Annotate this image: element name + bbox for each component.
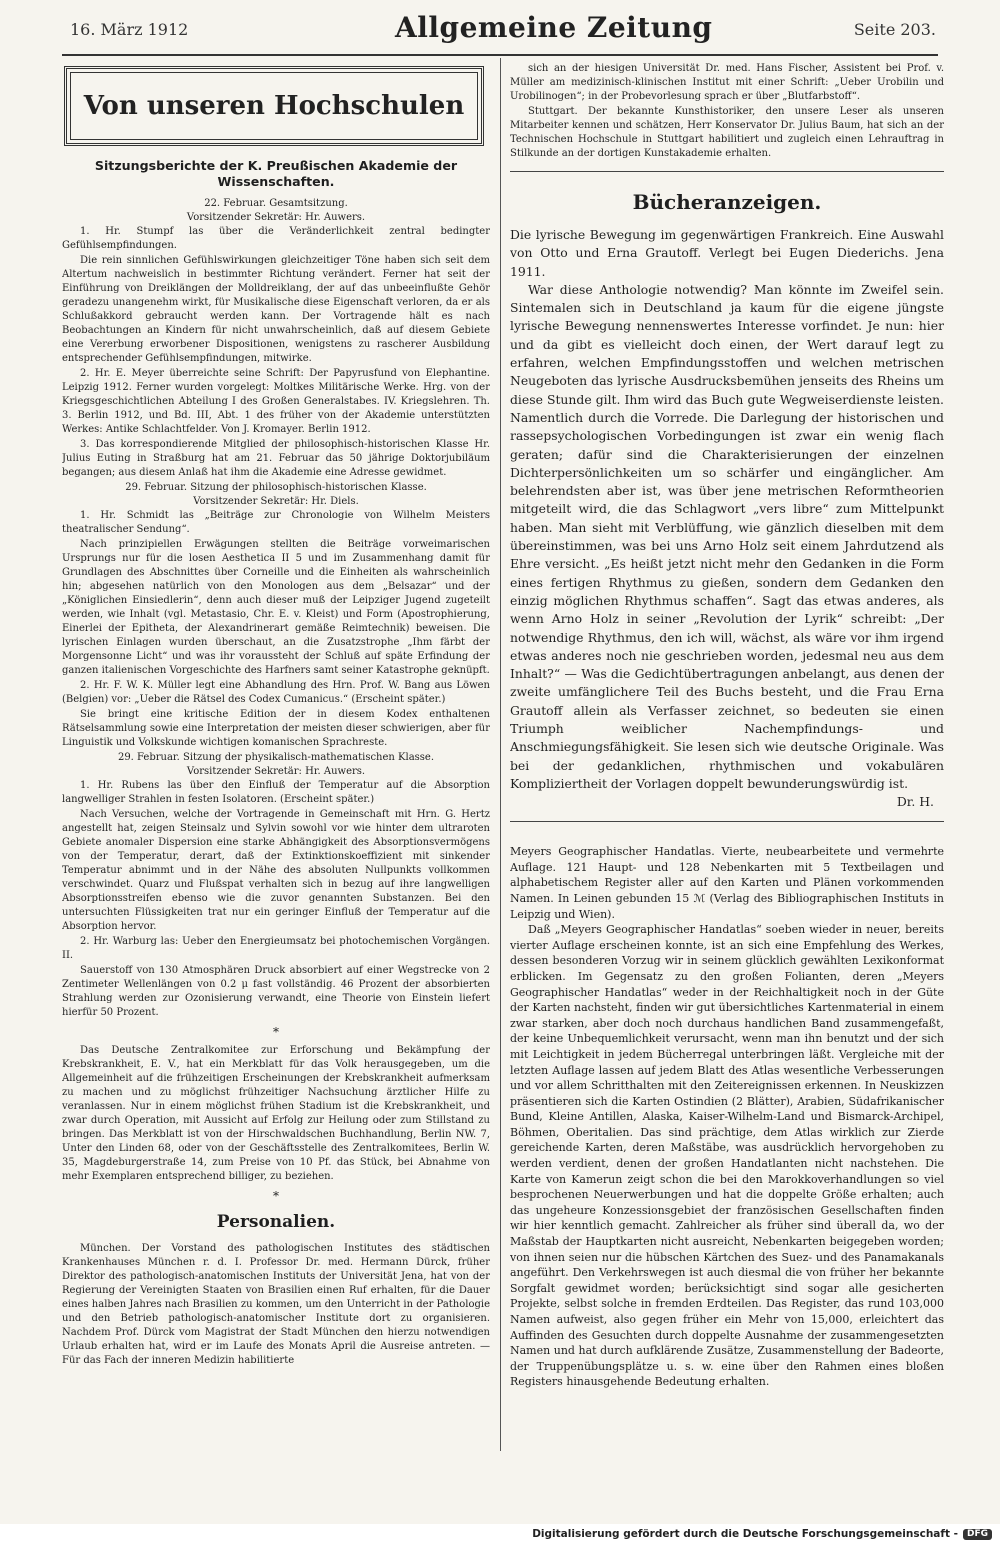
footer-text: Digitalisierung gefördert durch die Deutsche Forschungsgemeinschaft -	[532, 1528, 958, 1540]
masthead-rule	[62, 54, 938, 56]
paragraph: Sauerstoff von 130 Atmosphären Druck absorbiert auf einer Wegstrecke von 2 Zentimeter Wellenlängen von 0.2 μ fast vollständig. 46 Prozent der absorbierten Strahlung werden zur Ozonisierung verwandt, eine Theorie von Einstein liefert hierfür 50 Prozent.	[62, 964, 490, 1018]
paragraph: Nach Versuchen, welche der Vortragende in Gemeinschaft mit Hrn. G. Hertz angestellt hat, zeigen Steinsalz und Sylvin sowohl vor wie hinter dem ultraroten Gebiete anomaler Dispersion eine starke Abhängigkeit des Absorptionsvermögens von der Temperatur, derart, daß der Extinktionskoeffizient mit sinkender Temperatur abnimmt und in der Nähe des absoluten Nullpunkts vollkommen verschwindet. Quarz und Flußspat verhalten sich in bezug auf ihre langwelligen Absorptionsstreifen ebenso wie die zuvor genannten Substanzen. Bei den untersuchten Flüssigkeiten trat nur ein geringer Einfluß der Temperatur auf die Absorption hervor.	[62, 808, 490, 932]
section-title: Von unseren Hochschulen	[83, 91, 465, 121]
masthead	[0, 0, 1000, 60]
footer-bar	[0, 1524, 1000, 1545]
paragraph: sich an der hiesigen Universität Dr. med. Hans Fischer, Assistent bei Prof. v. Müller am medizinisch-klinischen Institut mit einer Schrift: „Ueber Urobilin und Urobilinogen“; in der Probevorlesung sprach er über „Blutfarbstoff“.	[510, 63, 944, 102]
review-heading: Die lyrische Bewegung im gegenwärtigen Frankreich. Eine Auswahl von Otto und Erna Grautoff. Verlegt bei Eugen Diederichs. Jena 1911.	[510, 227, 944, 279]
paragraph: 2. Hr. Warburg las: Ueber den Energieumsatz bei photochemischen Vorgängen. II.	[62, 935, 490, 961]
paragraph: Nach prinzipiellen Erwägungen stellten die Beiträge vorweimarischen Ursprungs nur für die losen Aesthetica II 5 und im Zusammenhang damit für Grundlagen des Abschnittes über Corneille und die Einheiten als wahrscheinlich hin; abgesehen natürlich von den Monologen aus dem „Belsazar“ und der „Königlichen Einsiedlerin“, denn auch dieser muß der Leipziger Jugend zugeteilt werden, wie Inhalt (vgl. Metastasio, Chr. E. v. Kleist) und Form (Apostrophierung, Einerlei der Epitheta, der Alexandrinerart gemäße Reimtechnik) beweisen. Die lyrischen Einlagen wurden überschaut, an die Zusatzstrophe „Ihm färbt der Morgensonne Licht“ und was ihr voraussteht der Schluß auf späte Erfindung der ganzen italienischen Vorgeschichte des Harfners samt seiner Katastrophe geknüpft.	[62, 538, 490, 676]
personalien-title: Personalien.	[216, 1211, 336, 1232]
session-date: 29. Februar. Sitzung der philosophisch-historischen Klasse.	[125, 481, 427, 493]
review-text: War diese Anthologie notwendig? Man könnte im Zweifel sein. Sintemalen sich in Deutschland ja kaum für die eigene jüngste lyrische Bewegung nennenswertes Interesse vorfindet. Je nun: hier und da gibt es vielleicht doch einen, der Wert darauf legt zu erfahren, welchen Empfindungsstoffen und welchen metrischen Neugeboten das lyrische Ausdrucksbemühen jenseits des Rheins um diese Stunde gilt. Ihm wird das Buch gute Wegweiserdienste leisten. Namentlich durch die Vorrede. Die Darlegung der historischen und rassepsychologischen Vorbedingungen ist zwar ein wenig flach geraten; dafür sind die Charakterisierungen der einzelnen Dichterpersönlichkeiten um so schärfer und eingänglicher. Am belehrendsten aber ist, was über jene metrischen Reformtheorien mitgeteilt wird, die das Schlagwort „vers libre“ zum Mittelpunkt haben. Man sieht mit Verblüffung, wie gänzlich dieselben mit dem übereinstimmen, was bei uns Arno Holz seit einem Jahrdutzend als Ehre versicht. „Es heißt jetzt nicht mehr den Gedanken in die Form eines fertigen Rhythmus zu gießen, sondern dem Gedanken den einzig möglichen Rhythmus schaffen“. Sagt das etwas anderes, als wenn Arno Holz in seiner „Revolution der Lyrik“ schreibt: „Der notwendige Rhythmus, den ich will, wächst, als wäre vor ihm irgend etwas anderes noch nie geschrieben worden, jedesmal neu aus dem Inhalt?“ — Was die Gedichtübertragungen anbelangt, aus denen der zweite umfänglichere Teil des Buchs besteht, und die Frau Erna Grautoff allein als Verfasser zeichnet, so bedeuten sie einen Triumph weiblicher Nachempfindungs- und Anschmiegungsfähigkeit. Sie lesen sich wie deutsche Originale. Was bei der gedanklichen, rhythmischen und vokabulären Kompliziertheit der Vorlagen doppelt bewunderungswürdig ist.	[510, 281, 944, 791]
session-date: 22. Februar. Gesamtsitzung.	[204, 197, 348, 209]
left-column	[62, 62, 490, 1447]
paragraph: Die rein sinnlichen Gefühlswirkungen gleichzeitiger Töne haben sich seit dem Altertum nachweislich in bestimmter Richtung verändert. Ferner hat seit der Einführung von Dreiklängen der Molldreiklang, der auf das unbeeinflußte Gehör geradezu unangenehm wirkt, für Musikalische diese Eigenschaft verloren, da er als Schlußakkord gebraucht werden kann. Der Vortragende hält es nach Beobachtungen an Kindern für nicht unwahrscheinlich, daß auf diesem Gebiete eine Vererbung erworbener Dispositionen, wenigstens zu rascherer Ausbildung entsprechender Gefühlsempfindungen, mitwirke.	[62, 254, 490, 364]
paragraph: 2. Hr. E. Meyer überreichte seine Schrift: Der Papyrusfund von Elephantine. Leipzig 1912. Ferner wurden vorgelegt: Moltkes Militärische Werke. Hrg. von der Kriegsgeschichtlichen Abteilung I des Großen Generalstabes. IV. Kriegslehren. Th. 3. Berlin 1912, und Bd. III, Abt. 1 des früher von der Akademie unterstützten Werkes: Antike Schlachtfelder. Von J. Kromayer. Berlin 1912.	[62, 367, 490, 435]
paragraph: 1. Hr. Rubens las über den Einfluß der Temperatur auf die Absorption langwelliger Strahlen in festen Isolatoren. (Erscheint später.)	[62, 779, 490, 805]
session-date: 29. Februar. Sitzung der physikalisch-mathematischen Klasse.	[117, 751, 435, 763]
session-secretary: Vorsitzender Sekretär: Hr. Auwers.	[186, 211, 366, 223]
atlas-review: Daß „Meyers Geographischer Handatlas“ soeben wieder in neuer, bereits vierter Auflage erscheinen konnte, ist an sich eine Empfehlung des Werkes, dessen besonderen Vorzug wir in seinem glücklich gewählten Lexikonformat erblicken. Im Gegensatz zu den großen Folianten, deren „Meyers Geographischer Handatlas“ weder in der Reichhaltigkeit noch in der Güte der Karten nachsteht, finden wir gut übersichtliches Kartenmaterial in einem zwar starken, aber doch noch durchaus handlichen Band zusammengefaßt, der keine Unbequemlichkeit verursacht, wenn man ihn benutzt und der sich mit Leichtigkeit in jedem Bücherregal unterbringen läßt. Vergleiche mit der letzten Auflage lassen auf jedem Blatt des Atlas wesentliche Verbesserungen und vor allem Schritthalten mit den Zeitereignissen erkennen. In Neuskizzen präsentieren sich die Karten Ostindien (2 Blätter), Arabien, Südafrikanischer Bund, Kleine Antillen, Alaska, Kaiser-Wilhelm-Land und Bismarck-Archipel, Böhmen, Oberitalien. Das sind prächtige, dem Atlas wirklich zur Zierde gereichende Karten, deren Maßstäbe, was ausdrücklich hervorgehoben zu werden verdient, denen der großen Handatlanten nicht nachstehen. Die Karte von Kamerun zeigt schon die bei den Marokkoverhandlungen so viel besprochenen Neuerwerbungen und hat die doppelte Größe erhalten; auch das ungeheure Konzessionsgebiet der französischen Gesellschaften finden wir hier kenntlich gemacht. Zahlreicher als früher sind überall da, wo der Maßstab der Hauptkarten nicht ausreicht, Nebenkarten beigegeben worden; von ihnen seien nur die hübschen Kärtchen des Suez- und des Panamakanals angeführt. Den Verkehrswegen ist auch diesmal die von früher her bekannte Sorgfalt gewidmet worden; berücksichtigt sind sogar alle gesicherten Projekte, selbst solche in fremden Erdteilen. Das Register, das rund 103,000 Namen aufweist, also gegen früher ein Mehr von 15,000, erleichtert das Auffinden des Gesuchten durch doppelte Ausnahme der zusammengesetzten Namen und hat durch aufklärende Zusätze, Zusammenstellung der Badeorte, der Truppenübungsplätze u. s. w. eine über den Rahmen eines bloßen Registers hinausgehende Bedeutung erhalten.	[510, 923, 944, 1389]
right-column	[510, 62, 944, 1447]
separator-star: *	[273, 1188, 279, 1203]
section-rule	[510, 171, 944, 172]
paragraph: Das Deutsche Zentralkomitee zur Erforschung und Bekämpfung der Krebskrankheit, E. V., hat ein Merkblatt für das Volk herausgegeben, um die Allgemeinheit auf die frühzeitigen Erscheinungen der Krebskrankheit aufmerksam zu machen und zu möglichst frühzeitiger Nachsuchung ärztlicher Hilfe zu veranlassen. Nur in einem möglichst frühen Stadium ist die Krebskrankheit, und zwar durch Operation, mit Aussicht auf Erfolg zur Heilung oder zum Stillstand zu bringen. Das Merkblatt ist von der Hirschwaldschen Buchhandlung, Berlin NW. 7, Unter den Linden 68, oder von der Geschäftsstelle des Zentralkomitees, Berlin W. 35, Magdeburgerstraße 14, zum Preise von 10 Pf. das Stück, bei Abnahme von mehr Exemplaren entsprechend billiger, zu beziehen.	[62, 1044, 490, 1182]
paragraph: 1. Hr. Schmidt las „Beiträge zur Chronologie von Wilhelm Meisters theatralischer Sendung“.	[62, 509, 490, 535]
page-number: Seite 203.	[853, 20, 936, 39]
review-signature: Dr. H.	[896, 794, 934, 810]
books-title: Bücheranzeigen.	[632, 190, 822, 214]
section-title-box	[64, 66, 484, 146]
session-secretary: Vorsitzender Sekretär: Hr. Diels.	[193, 495, 359, 507]
column-divider	[500, 58, 501, 1451]
separator-star: *	[273, 1024, 279, 1039]
dfg-logo: DFG	[963, 1529, 992, 1540]
paragraph: Sie bringt eine kritische Edition der in diesem Kodex enthaltenen Rätselsammlung sowie eine Interpretation der meisten dieser schwierigen, aber für Linguistik und Volkskunde wichtigen komanischen Sprachreste.	[62, 708, 490, 748]
paragraph: Stuttgart. Der bekannte Kunsthistoriker, den unsere Leser als unseren Mitarbeiter kennen und schätzen, Herr Konservator Dr. Julius Baum, hat sich an der Technischen Hochschule in Stuttgart habilitiert und zugleich einen Lehrauftrag in Stilkunde an der dortigen Kunstakademie erhalten.	[510, 106, 944, 159]
paragraph: 3. Das korrespondierende Mitglied der philosophisch-historischen Klasse Hr. Julius Euting in Straßburg hat am 21. Februar das 50 jährige Doktorjubiläum begangen; aus diesem Anlaß hat ihm die Akademie eine Adresse gewidmet.	[62, 438, 490, 478]
paragraph: 1. Hr. Stumpf las über die Veränderlichkeit zentral bedingter Gefühlsempfindungen.	[62, 225, 490, 251]
academy-heading: Sitzungsberichte der K. Preußischen Akademie der Wissenschaften.	[94, 158, 458, 190]
issue-date: 16. März 1912	[70, 20, 189, 39]
atlas-heading: Meyers Geographischer Handatlas. Vierte, neubearbeitete und vermehrte Auflage. 121 Haupt- und 128 Nebenkarten mit 5 Textbeilagen und alphabetischem Register aller auf den Karten und Plänen vorkommenden Namen. In Leinen gebunden 15 ℳ (Verlag des Bibliographischen Instituts in Leipzig und Wien).	[510, 845, 944, 921]
section-rule	[510, 821, 944, 822]
session-secretary: Vorsitzender Sekretär: Hr. Auwers.	[186, 765, 366, 777]
paragraph: München. Der Vorstand des pathologischen Institutes des städtischen Krankenhauses München r. d. I. Professor Dr. med. Hermann Dürck, früher Direktor des pathologisch-anatomischen Instituts der Universität Jena, hat von der Regierung der Vereinigten Staaten von Brasilien einen Ruf erhalten, für die Dauer eines halben Jahres nach Brasilien zu kommen, um den Unterricht in der Pathologie und den Betrieb pathologisch-anatomischer Institute dort zu organisieren. Nachdem Prof. Dürck vom Magistrat der Stadt München den hierzu notwendigen Urlaub erhalten hat, wird er im Laufe des Monats April die Ausreise antreten. — Für das Fach der inneren Medizin habilitierte	[62, 1243, 490, 1367]
paragraph: 2. Hr. F. W. K. Müller legt eine Abhandlung des Hrn. Prof. W. Bang aus Löwen (Belgien) vor: „Ueber die Rätsel des Codex Cumanicus.“ (Erscheint später.)	[62, 679, 490, 705]
newspaper-title: Allgemeine Zeitung	[395, 11, 713, 44]
